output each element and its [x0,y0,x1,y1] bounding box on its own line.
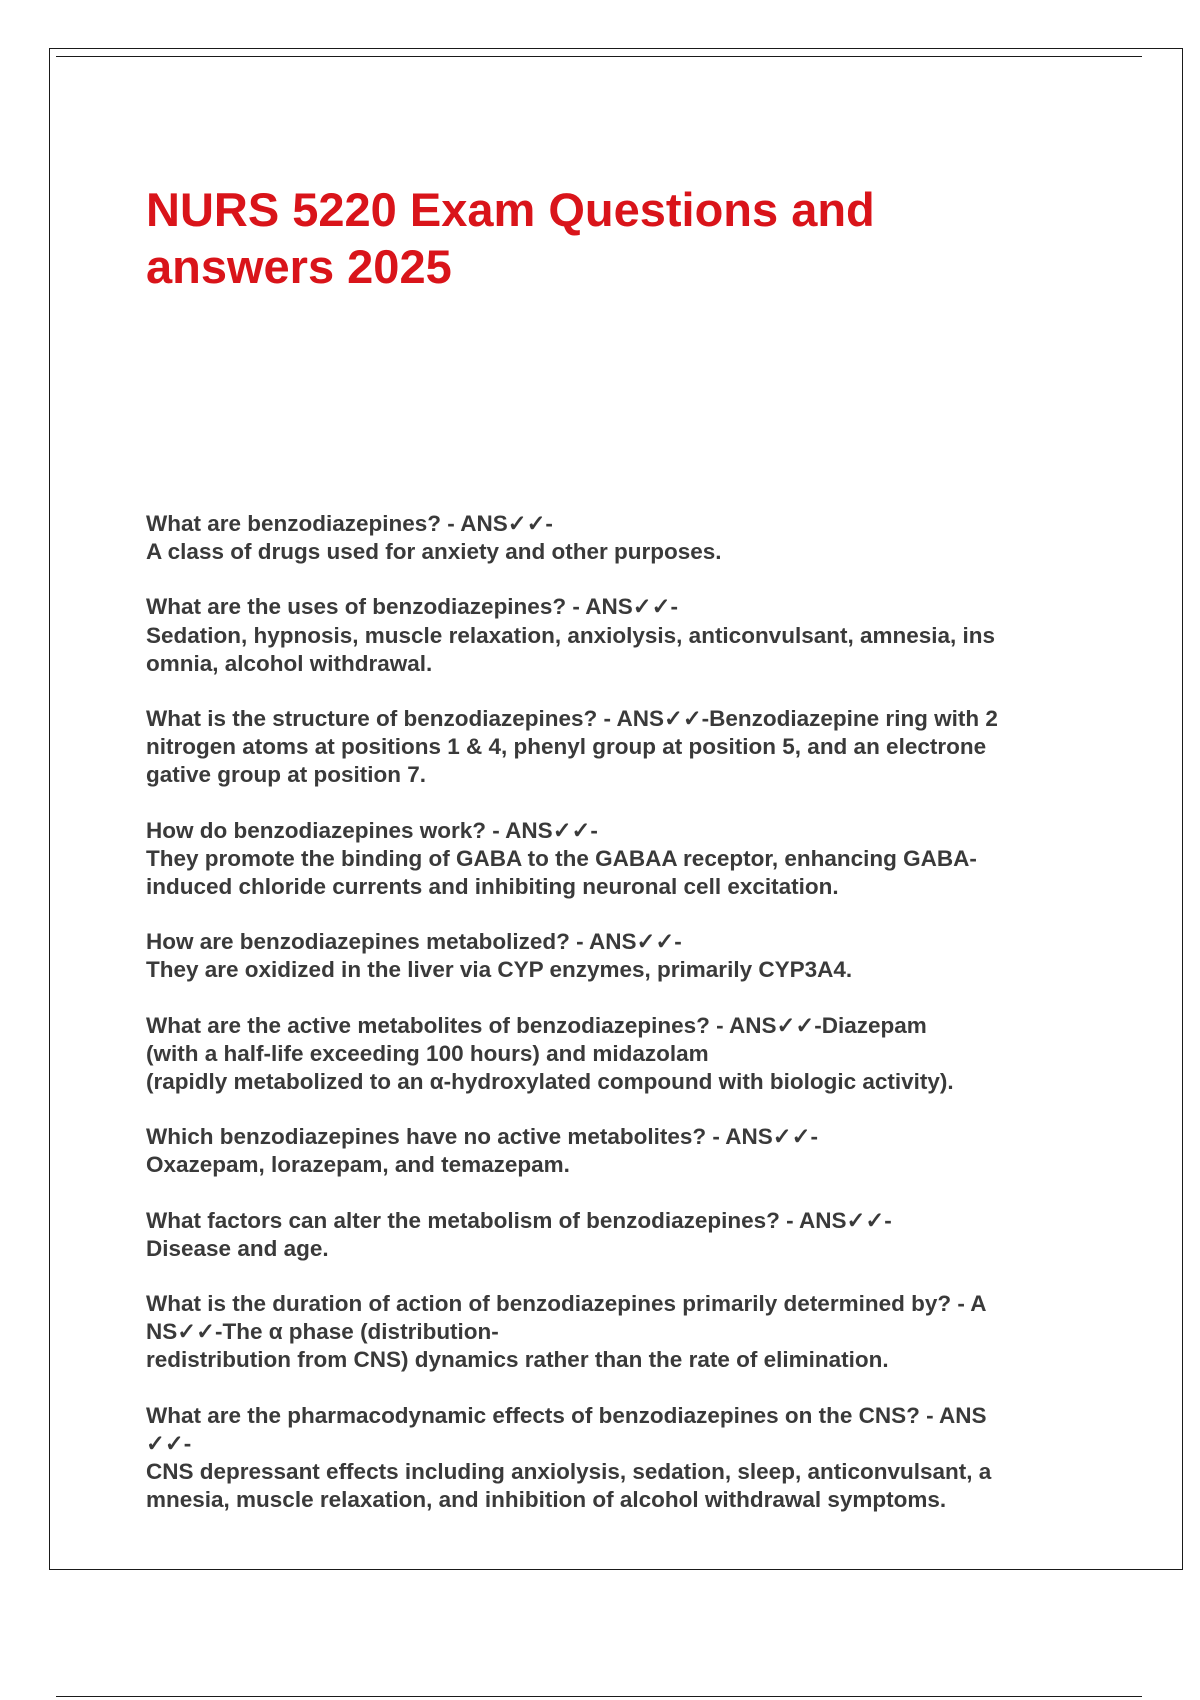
qa-line: What are benzodiazepines? - ANS✓✓- [146,511,553,536]
qa-line: What is the structure of benzodiazepines? - ANS✓✓-Benzodiazepine ring with 2 [146,706,998,732]
qa-item [146,510,1106,566]
qa-line: How do benzodiazepines work? - ANS✓✓- [146,817,598,843]
qa-line: induced chloride currents and inhibiting neuronal cell excitation. [146,874,839,900]
qa-item [146,1123,1106,1179]
qa-line: nitrogen atoms at positions 1 & 4, phenyl group at position 5, and an electrone [146,734,987,760]
qa-item [146,593,1106,678]
qa-item [146,1012,1106,1097]
qa-line: A class of drugs used for anxiety and other purposes. [146,539,722,565]
title-line: NURS 5220 Exam Questions and [146,183,875,236]
qa-item [146,705,1106,790]
qa-line: omnia, alcohol withdrawal. [146,650,433,676]
qa-line: mnesia, muscle relaxation, and inhibition of alcohol withdrawal symptoms. [146,1487,947,1513]
qa-line: Which benzodiazepines have no active metabolites? - ANS✓✓- [146,1124,818,1150]
document-title [146,181,1046,295]
qa-line: What factors can alter the metabolism of benzodiazepines? - ANS✓✓- [146,1207,892,1233]
qa-line: They promote the binding of GABA to the GABAA receptor, enhancing GABA- [146,845,977,871]
qa-line: What are the active metabolites of benzodiazepines? - ANS✓✓-Diazepam [146,1012,927,1038]
title-line: answers 2025 [146,240,452,293]
qa-line: CNS depressant effects including anxiolysis, sedation, sleep, anticonvulsant, a [146,1459,992,1485]
qa-line: Sedation, hypnosis, muscle relaxation, anxiolysis, anticonvulsant, amnesia, ins [146,622,996,648]
qa-line: (with a half-life exceeding 100 hours) and midazolam [146,1040,709,1066]
qa-line: gative group at position 7. [146,762,427,788]
qa-line: Disease and age. [146,1235,329,1261]
qa-line: They are oxidized in the liver via CYP enzymes, primarily CYP3A4. [146,957,853,983]
qa-line: How are benzodiazepines metabolized? - ANS✓✓- [146,929,682,955]
qa-item [146,1290,1106,1375]
qa-line: Oxazepam, lorazepam, and temazepam. [146,1152,570,1178]
qa-line: What are the uses of benzodiazepines? - ANS✓✓- [146,594,678,620]
qa-line: ✓✓- [146,1430,192,1456]
qa-line: What are the pharmacodynamic effects of benzodiazepines on the CNS? - ANS [146,1402,987,1428]
qa-item [146,817,1106,902]
qa-item [146,928,1106,984]
qa-line: What is the duration of action of benzodiazepines primarily determined by? - A [146,1291,987,1317]
qa-line: NS✓✓-The α phase (distribution- [146,1319,499,1345]
qa-line: redistribution from CNS) dynamics rather than the rate of elimination. [146,1347,889,1373]
qa-item [146,1402,1106,1515]
bottom-rule [56,1696,1142,1697]
qa-item [146,1207,1106,1263]
top-rule [56,56,1142,57]
qa-line: (rapidly metabolized to an α-hydroxylated compound with biologic activity). [146,1069,954,1095]
qa-list [146,510,1106,1541]
